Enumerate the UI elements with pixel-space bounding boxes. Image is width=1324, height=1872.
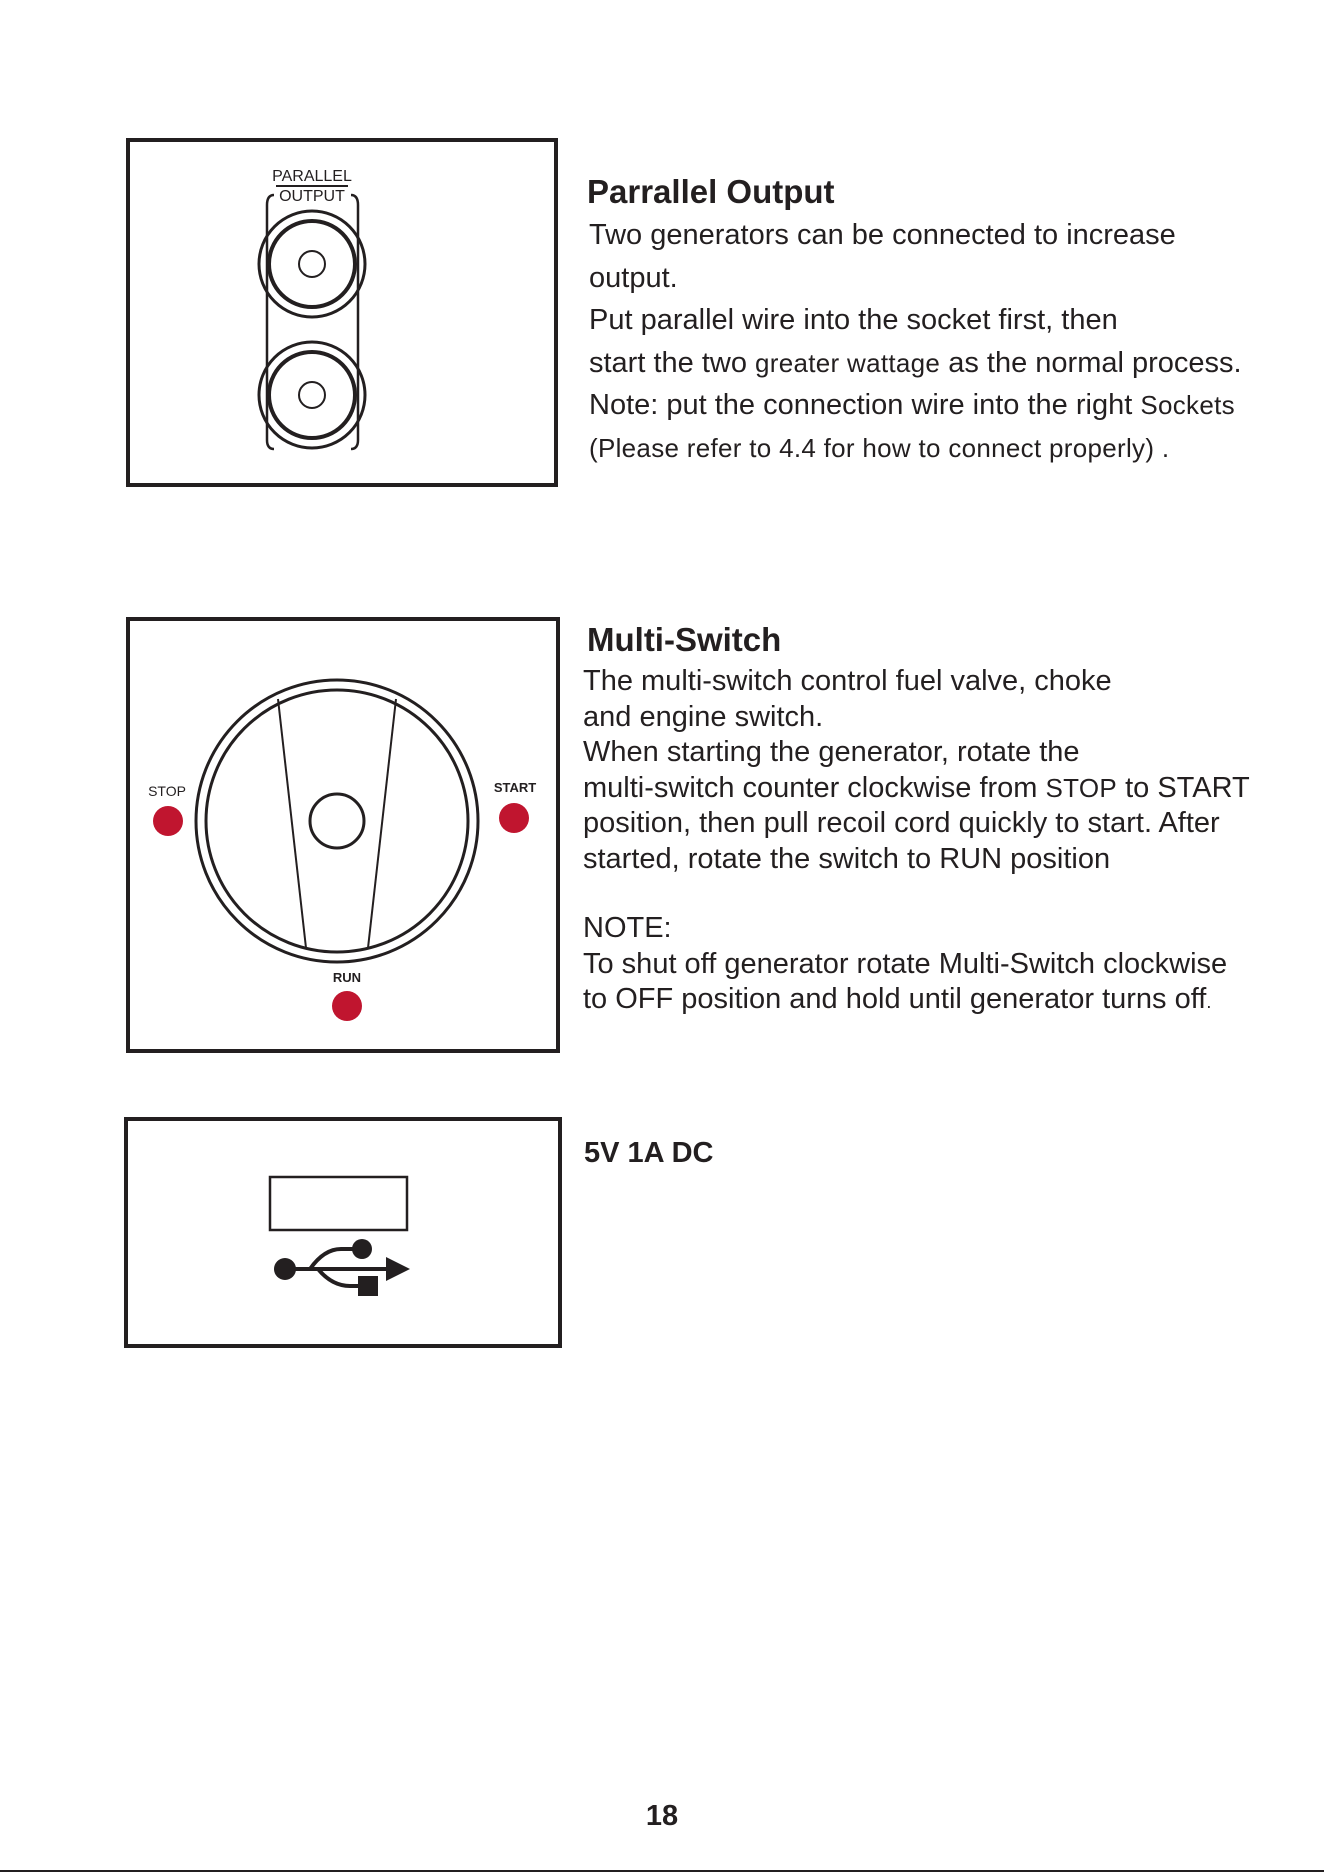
parallel-output-heading: Parrallel Output <box>587 173 835 210</box>
stop-label: STOP <box>148 783 186 799</box>
switch-line-4 <box>583 771 1250 807</box>
parallel-line-5 <box>589 384 1242 427</box>
parallel-output-description <box>589 214 1242 469</box>
run-indicator-icon <box>332 991 362 1021</box>
usb-symbol-icon <box>274 1239 410 1296</box>
parallel-line-4-part-c: as the normal process. <box>940 346 1242 379</box>
switch-line-6: started, rotate the switch to RUN position <box>583 842 1111 875</box>
multi-switch-description <box>583 664 1250 878</box>
parallel-line-3: Put parallel wire into the socket first, then <box>589 304 1118 336</box>
run-label: RUN <box>332 970 362 985</box>
usb-heading: 5V 1A DC <box>584 1137 714 1169</box>
parallel-socket-upper-icon <box>259 211 365 317</box>
switch-line-1: The multi-switch control fuel valve, choke <box>583 665 1112 697</box>
note-line-2 <box>583 982 1227 1021</box>
parallel-label-bottom: OUTPUT <box>279 188 345 205</box>
stop-indicator-icon <box>153 806 183 836</box>
multi-switch-heading: Multi-Switch <box>587 621 782 658</box>
parallel-line-1: Two generators can be connected to increase <box>589 219 1176 251</box>
switch-line-5: position, then pull recoil cord quickly to start. After <box>583 807 1220 840</box>
parallel-output-panel <box>126 138 558 487</box>
start-indicator-icon <box>499 803 529 833</box>
parallel-output-illustration <box>130 142 554 483</box>
multi-switch-illustration <box>130 621 556 1049</box>
note-line-2-part-a: to OFF position and hold until generator turns off <box>583 983 1207 1016</box>
parallel-line-4-part-a: start the two <box>589 346 756 379</box>
switch-line-4-part-c: to START <box>1117 771 1250 804</box>
multi-switch-note <box>583 911 1227 1021</box>
parallel-line-5-part-a: Note: put the connection wire into the right <box>589 389 1141 421</box>
note-line-2-part-b: . <box>1206 992 1212 1013</box>
multi-switch-dial-icon <box>196 680 478 962</box>
switch-line-3: When starting the generator, rotate the <box>583 736 1080 769</box>
parallel-line-4-part-b: greater wattage <box>755 347 941 378</box>
parallel-line-5-part-b: Sockets <box>1140 390 1235 420</box>
switch-line-4-part-b: STOP <box>1045 772 1118 803</box>
note-title: NOTE: <box>583 912 672 944</box>
parallel-socket-lower-icon <box>259 342 365 448</box>
multi-switch-panel <box>126 617 560 1053</box>
parallel-line-4 <box>589 342 1242 385</box>
page-number: 18 <box>645 1800 679 1832</box>
start-label: START <box>493 780 537 795</box>
switch-line-2: and engine switch. <box>583 700 824 733</box>
usb-port-icon <box>270 1177 407 1230</box>
usb-panel <box>124 1117 562 1348</box>
switch-line-4-part-a: multi-switch counter clockwise from <box>583 771 1046 804</box>
parallel-line-6: (Please refer to 4.4 for how to connect properly) . <box>589 432 1170 463</box>
parallel-label-top: PARALLEL <box>272 168 352 185</box>
parallel-line-2: output. <box>589 261 678 294</box>
note-line-1: To shut off generator rotate Multi-Switch clockwise <box>583 947 1228 980</box>
usb-illustration <box>128 1121 558 1344</box>
